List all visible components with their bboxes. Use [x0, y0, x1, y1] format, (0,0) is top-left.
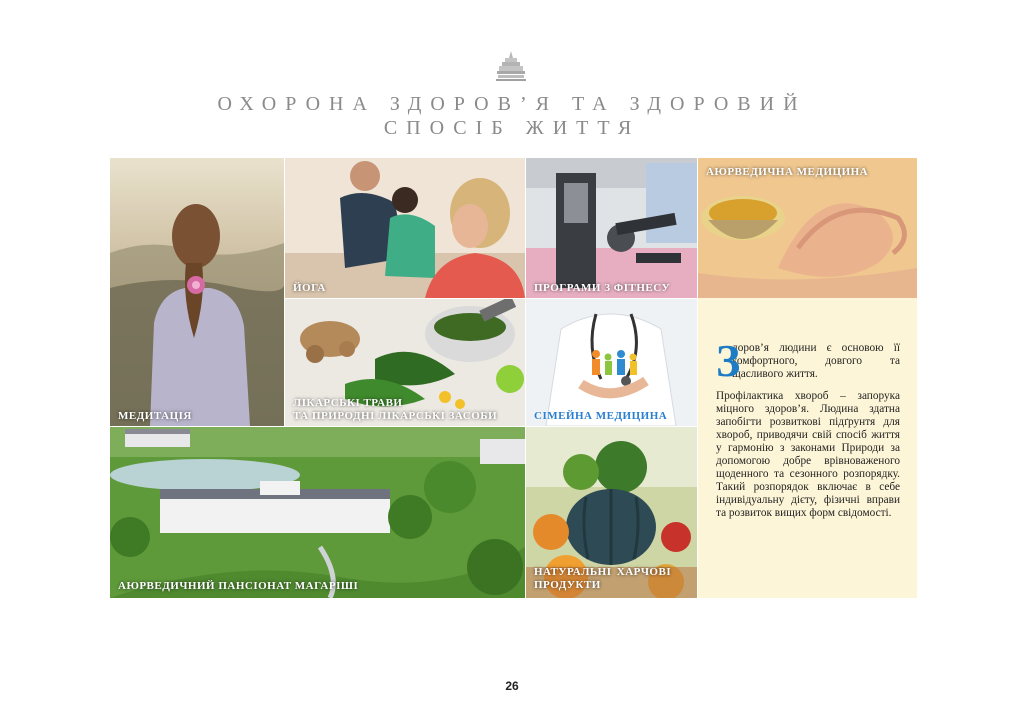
natural-food-tile	[526, 427, 697, 598]
temple-emblem-icon	[496, 50, 526, 82]
natural-food-caption-line1: НАТУРАЛЬНІ ХАРЧОВІ	[534, 566, 672, 578]
page-title-line2: СПОСІБ ЖИТТЯ	[383, 117, 641, 139]
health-text-box	[698, 298, 917, 598]
ayurveda-photo	[698, 158, 917, 298]
page-number: 26	[505, 679, 519, 693]
intro-text: доров’я людини є основою її комфортного, довгого та щасливого життя.	[732, 342, 900, 380]
yoga-caption: ЙОГА	[293, 282, 326, 294]
yoga-tile	[285, 158, 525, 298]
fitness-caption: ПРОГРАМИ З ФІТНЕСУ	[534, 282, 671, 294]
fitness-photo	[526, 158, 697, 298]
ayurveda-caption: АЮРВЕДИЧНА МЕДИЦИНА	[706, 166, 869, 178]
herbs-caption-line1: ЛІКАРСЬКІ ТРАВИ	[293, 397, 403, 409]
pension-tile	[110, 427, 525, 598]
herbs-caption-line2: ТА ПРИРОДНІ ЛІКАРСЬКІ ЗАСОБИ	[293, 410, 498, 422]
page-title-line1: ОХОРОНА ЗДОРОВ’Я ТА ЗДОРОВИЙ	[217, 93, 807, 115]
meditation-tile	[110, 158, 284, 426]
meditation-caption: МЕДИТАЦІЯ	[118, 410, 192, 422]
natural-food-caption-line2: ПРОДУКТИ	[534, 579, 601, 591]
family-medicine-tile	[526, 299, 697, 426]
body-paragraph: Профілактика хвороб – запорука міцного здоров’я. Людина здатна запобігти розвиткові підґрунтя для хвороб, приводячи свій спосіб життя у гармонію з законами Природи за допомогою добре врівноваженого щоденного та сезонного розпорядку. Такий розпорядок включає в себе індивідуальну дієту, фізичні вправи та розвиток вищих форм свідомості.	[716, 390, 900, 519]
drop-cap: З	[716, 335, 741, 386]
yoga-photo	[285, 158, 525, 298]
ayurveda-tile	[698, 158, 917, 298]
pension-photo	[110, 427, 525, 598]
family-medicine-caption: СІМЕЙНА МЕДИЦИНА	[534, 410, 668, 422]
family-medicine-photo	[526, 299, 697, 426]
herbs-tile	[285, 299, 525, 426]
intro-paragraph	[716, 335, 900, 386]
fitness-tile	[526, 158, 697, 298]
pension-caption: АЮРВЕДИЧНИЙ ПАНСІОНАТ МАГАРІШІ	[118, 580, 359, 592]
meditation-photo	[110, 158, 284, 426]
